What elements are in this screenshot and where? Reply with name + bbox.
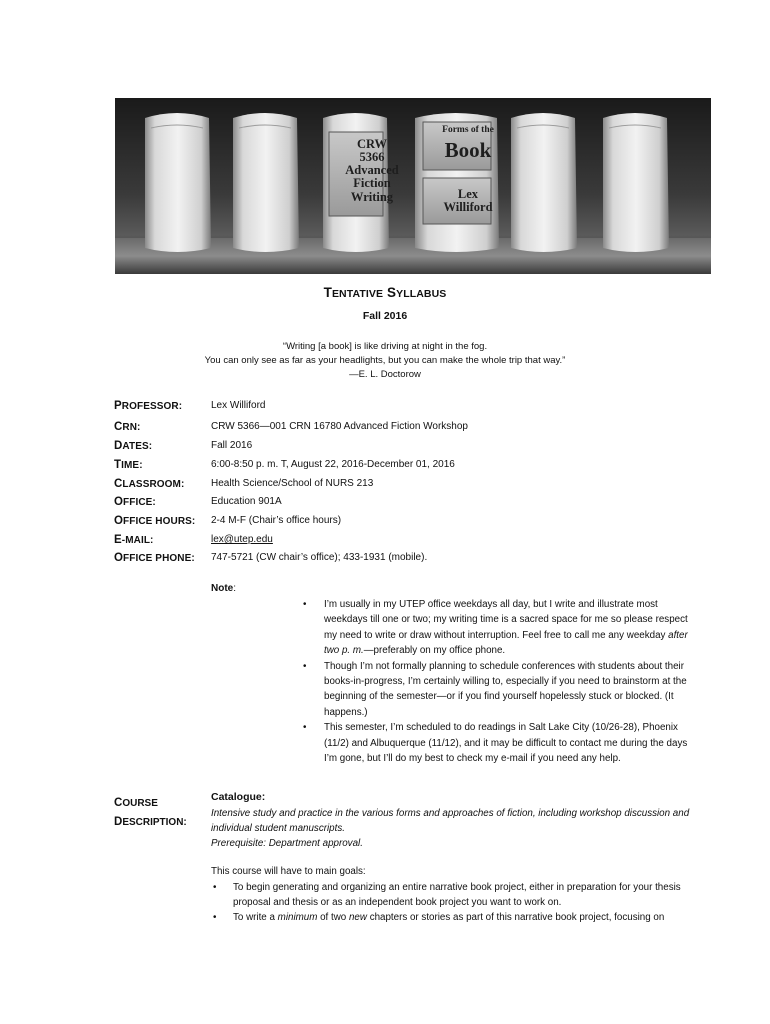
quote-line: “Writing [a book] is like driving at night in the fog. <box>282 341 488 352</box>
info-row-office-hours <box>114 515 714 533</box>
books-illustration <box>115 98 711 274</box>
goal-text: To write a <box>233 912 278 924</box>
goal-emphasis: minimum <box>277 912 318 924</box>
info-row-time <box>114 459 714 477</box>
banner-author <box>431 188 505 214</box>
info-label: DATES: <box>114 440 153 452</box>
list-item: • To begin generating and organizing an entire narrative book project, either in preparation for your thesis proposal and thesis or as an independent book project you want to work on. <box>211 880 701 910</box>
office-value: Education 901A <box>211 496 282 507</box>
goal-text: chapters or stories as part of this narrative book project, focusing on <box>366 912 665 924</box>
note-heading <box>211 583 236 594</box>
banner-book-label: Book <box>444 138 492 162</box>
list-item <box>300 597 695 659</box>
info-row-office-phone <box>114 552 714 570</box>
note-text: —preferably on my office phone. <box>363 645 506 657</box>
professor-value: Lex Williford <box>211 400 266 411</box>
catalogue-heading: Catalogue: <box>211 791 266 803</box>
list-item: • This semester, I’m scheduled to do readings in Salt Lake City (10/26-28), Phoenix (11/2) and Albuquerque (11/12), and it may be difficult to contact me during the days I’m gone, but I’ll do my best to check my e-mail if you need any help. <box>300 720 695 766</box>
info-row-classroom <box>114 478 714 496</box>
title-initial: T <box>323 285 332 300</box>
email-link[interactable]: lex@utep.edu <box>211 534 273 545</box>
catalogue-text: Intensive study and practice in the various forms and approaches of fiction, including workshop discussion and individual student manuscripts. <box>211 808 690 835</box>
quote-line: You can only see as far as your headlights, but you can make the whole trip that way.” <box>204 355 566 366</box>
info-row-office <box>114 496 714 514</box>
title-rest: YLLABUS <box>396 288 447 300</box>
banner-course-line: Fiction <box>353 176 391 191</box>
info-label: OFFICE HOURS: <box>114 515 196 527</box>
title-rest: ENTATIVE <box>331 288 384 300</box>
goals-intro: This course will have to main goals: <box>211 866 366 877</box>
info-label: CLASSROOM: <box>114 478 185 490</box>
time-value: 6:00-8:50 p. m. T, August 22, 2016-December 01, 2016 <box>211 459 455 470</box>
term-subtitle: Fall 2016 <box>362 310 408 322</box>
note-emphasis: after two p. m. <box>324 629 688 657</box>
info-label: OFFICE PHONE: <box>114 552 195 564</box>
banner-forms-label: Forms of the <box>442 125 494 135</box>
note-label: Note <box>211 583 234 594</box>
info-row-email <box>114 534 714 552</box>
note-text: I’m usually in my UTEP office weekdays all day, but I write and illustrate most weekdays till one or two; my writing time is a sacred space for me so please respect my need to write or draw without interruption. Feel free to call me any weekday <box>324 599 688 641</box>
page-title <box>0 285 770 300</box>
note-list <box>300 597 695 766</box>
info-row-professor <box>114 400 714 418</box>
banner-course-line: CRW <box>356 137 388 151</box>
crn-value: CRW 5366—001 CRN 16780 Advanced Fiction Workshop <box>211 421 468 432</box>
banner-course-line: Advanced <box>345 163 399 178</box>
banner-author-line: Williford <box>443 200 493 215</box>
info-row-crn <box>114 421 714 439</box>
info-label: PROFESSOR: <box>114 400 183 412</box>
goal-text: of two <box>317 912 349 924</box>
course-description-label <box>114 794 187 832</box>
list-item <box>211 910 701 925</box>
office-phone-value: 747-5721 (CW chair’s office); 433-1931 (mobile). <box>211 552 428 563</box>
quote-attribution: —E. L. Doctorow <box>349 369 421 380</box>
prerequisite-text: Prerequisite: Department approval. <box>211 838 363 850</box>
title-initial: S <box>386 285 397 300</box>
info-label: CRN: <box>114 421 141 433</box>
epigraph-quote <box>0 340 770 382</box>
classroom-value: Health Science/School of NURS 213 <box>211 478 374 489</box>
goals-list <box>211 880 701 926</box>
banner-course-line: Writing <box>350 189 394 204</box>
office-hours-value: 2-4 M-F (Chair’s office hours) <box>211 515 342 526</box>
banner-course-line: 5366 <box>359 150 385 165</box>
catalogue-body <box>211 806 701 852</box>
syllabus-banner <box>115 98 711 274</box>
info-label: E-MAIL: <box>114 534 154 546</box>
dates-value: Fall 2016 <box>211 440 253 451</box>
info-label: TIME: <box>114 459 143 471</box>
note-colon: : <box>233 583 237 594</box>
banner-author-line: Lex <box>457 187 479 201</box>
info-label: OFFICE: <box>114 496 156 508</box>
goal-emphasis: new <box>348 912 367 924</box>
cd-label-line: COURSE <box>114 797 158 809</box>
banner-course-title <box>337 138 407 204</box>
info-row-dates <box>114 440 714 458</box>
list-item: • Though I’m not formally planning to schedule conferences with students about their books-in-progress, I’m certainly willing to, especially if you need to brainstorm at the beginning of the semester—or if you find yourself hopelessly stuck or blocked. (It happens.) <box>300 659 695 721</box>
cd-label-line: DESCRIPTION: <box>114 816 187 828</box>
